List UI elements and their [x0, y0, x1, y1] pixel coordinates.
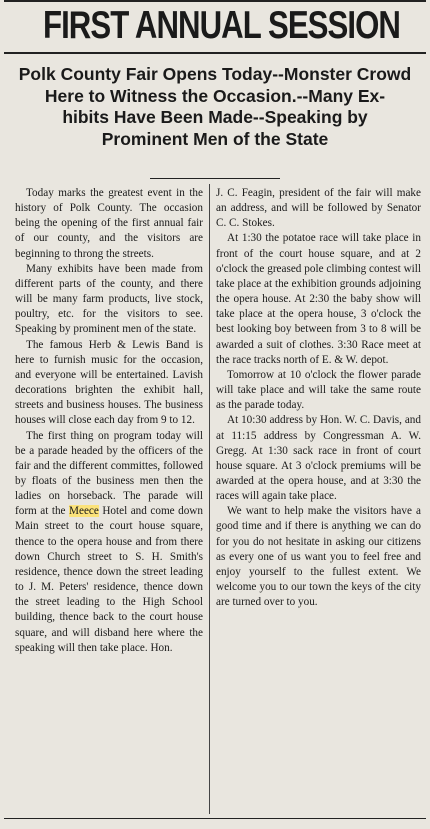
article-paragraph: [15, 429, 203, 656]
right-column: [216, 186, 421, 610]
article-paragraph: The famous Herb & Lewis Band is here to furnish music for the occasion, and everyone will be entertained. Lavish decorations brighten the exhibit hall, streets and business houses. The business houses will close each day from 9 to 12.: [15, 338, 203, 427]
bottom-rule: [4, 818, 426, 819]
deck-rule: [150, 178, 280, 179]
paragraph-text: Hotel and come down Main street to the court house square, thence to the opera house and from there down Church street to S. H. Smith's residence, thence down the street leading to J. M. Peters' residence, thence down the street leading to the High School building, thence back to the court house square, and will disband here where the speaking will then take place. Hon.: [15, 505, 203, 654]
article-paragraph: Many exhibits have been made from different parts of the county, and there will be many farm products, live stock, poultry, etc. for the visitors to see. Speaking by prominent men of the state.: [15, 262, 203, 336]
column-divider: [209, 184, 210, 814]
highlighted-word: Meece: [69, 505, 99, 518]
headline: FIRST ANNUAL SESSION: [43, 4, 400, 47]
article-paragraph: At 10:30 address by Hon. W. C. Davis, and at 11:15 address by Congressman A. W. Gregg. At 1:30 sack race in front of court house square. At 3 o'clock premiums will be awarded at the opera house, and at 3:30 the races will again take place.: [216, 414, 421, 503]
article-paragraph: Tomorrow at 10 o'clock the flower parade will take place and will take the same route as the parade today.: [216, 368, 421, 412]
left-column: [15, 186, 203, 656]
article-paragraph: We want to help make the visitors have a good time and if there is anything we can do for you do not hesitate in asking our citizens as every one of us want you to feel free and enjoy yourself to the fullest extent. We welcome you to our town the keys of the city are turned over to you.: [216, 505, 421, 609]
deck-line: Prominent Men of the State: [101, 128, 329, 149]
paragraph-text: The first thing on program today will be a parade headed by the officers of the fair and the different committes, followed by floats of the business men then the ladies on horseback. The parade will form at the: [15, 429, 203, 518]
article-paragraph: Today marks the greatest event in the history of Polk County. The occasion being the opening of the first annual fair of our county, and the visitors are beginning to throng the streets.: [15, 187, 203, 260]
headline-rule: [4, 52, 426, 54]
subheadline-deck: [6, 64, 424, 150]
article-paragraph: J. C. Feagin, president of the fair will make an address, and will be followed by Senator C. C. Stokes.: [216, 187, 421, 230]
deck-line: Here to Witness the Occasion.--Many Ex-: [44, 85, 386, 106]
deck-line: hibits Have Been Made--Speaking by: [62, 107, 368, 127]
article-paragraph: At 1:30 the potatoe race will take place in front of the court house square, and at 2 o'clock the greased pole climbing contest will take place at the exhibition grounds adjoining the opera house. At 2:30 the baby show will take place at the opera house, 3 o'clock the best looking boy between from 3 to 8 will be awarded a suit of clothes. 3:30 Race meet at the race tracks north of E. & W. depot.: [216, 232, 421, 366]
deck-line: Polk County Fair Opens Today--Monster Crowd: [18, 64, 412, 84]
